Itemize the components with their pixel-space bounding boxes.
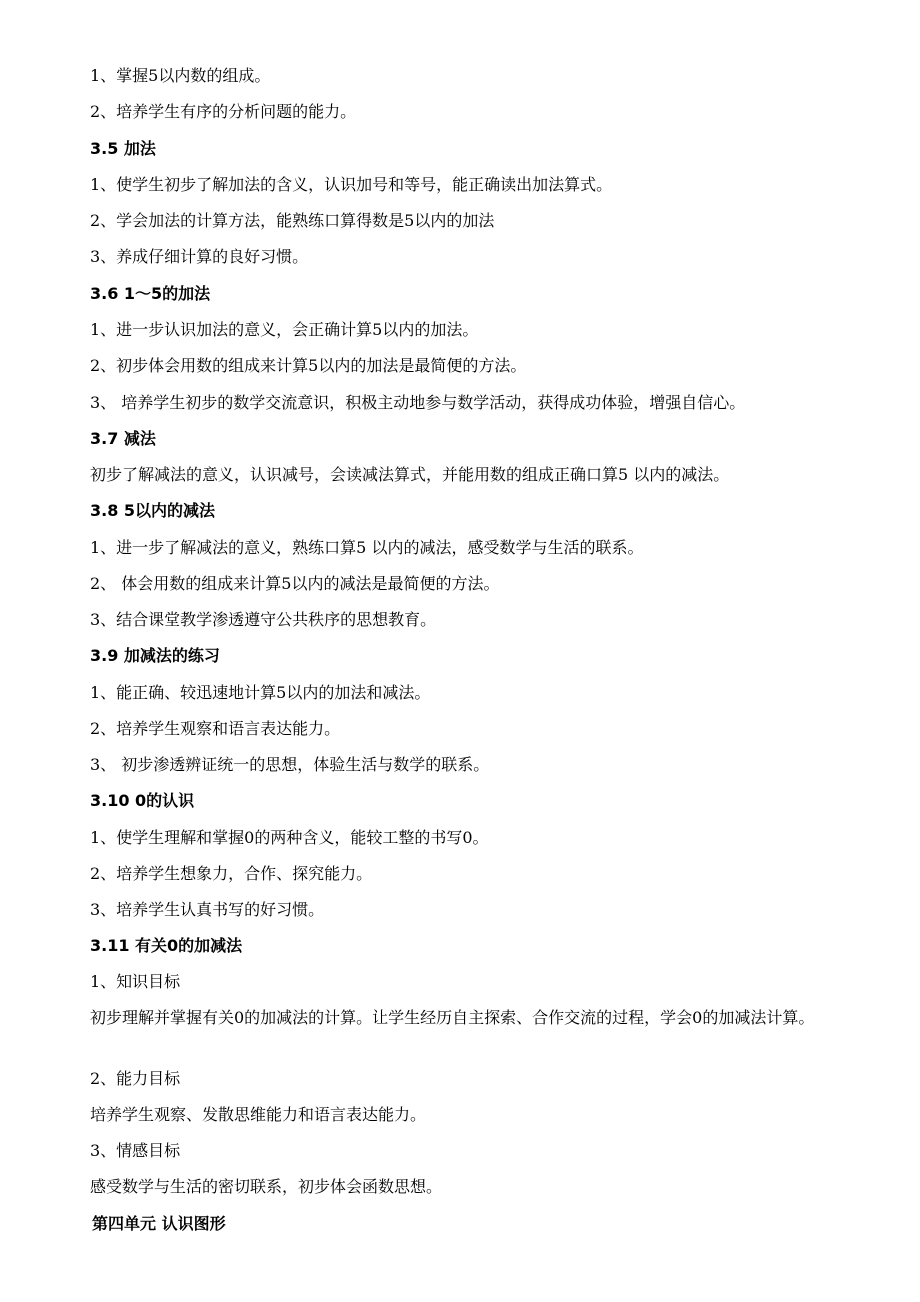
text-line: 2、培养学生有序的分析问题的能力。 [90, 102, 357, 121]
section-heading: 3.10 0的认识 [90, 791, 195, 810]
section-heading: 3.9 加减法的练习 [90, 646, 220, 665]
text-line: 1、进一步认识加法的意义，会正确计算5以内的加法。 [90, 320, 479, 339]
text-line: 1、使学生理解和掌握0的两种含义，能较工整的书写0。 [90, 828, 489, 847]
text-line: 2、学会加法的计算方法，能熟练口算得数是5以内的加法 [90, 211, 495, 230]
unit-heading: 第四单元 认识图形 [92, 1214, 226, 1233]
text-line: 2、能力目标 [90, 1069, 181, 1088]
text-line: 3、 培养学生初步的数学交流意识，积极主动地参与数学活动，获得成功体验，增强自信心。 [90, 393, 746, 412]
text-line: 3、培养学生认真书写的好习惯。 [90, 900, 325, 919]
text-line: 感受数学与生活的密切联系，初步体会函数思想。 [90, 1177, 443, 1196]
text-line: 3、养成仔细计算的良好习惯。 [90, 247, 309, 266]
text-line: 3、情感目标 [90, 1141, 181, 1160]
text-paragraph: 初步理解并掌握有关0的加减法的计算。让学生经历自主探索、合作交流的过程，学会0的加减法计算。 [90, 1008, 815, 1027]
section-heading: 3.7 减法 [90, 429, 156, 448]
text-line: 3、 初步渗透辨证统一的思想，体验生活与数学的联系。 [90, 755, 490, 774]
section-heading: 3.5 加法 [90, 139, 156, 158]
text-line: 2、培养学生观察和语言表达能力。 [90, 719, 341, 738]
text-line: 1、使学生初步了解加法的含义，认识加号和等号，能正确读出加法算式。 [90, 175, 613, 194]
text-line: 2、培养学生想象力，合作、探究能力。 [90, 864, 373, 883]
text-line: 2、初步体会用数的组成来计算5以内的加法是最简便的方法。 [90, 356, 527, 375]
text-line: 2、 体会用数的组成来计算5以内的减法是最简便的方法。 [90, 574, 500, 593]
text-line: 1、能正确、较迅速地计算5以内的加法和减法。 [90, 683, 431, 702]
text-line: 1、掌握5以内数的组成。 [90, 66, 271, 85]
section-heading: 3.8 5以内的减法 [90, 501, 216, 520]
text-line: 初步了解减法的意义，认识减号，会读减法算式，并能用数的组成正确口算5 以内的减法。 [90, 465, 730, 484]
text-line: 培养学生观察、发散思维能力和语言表达能力。 [90, 1105, 427, 1124]
text-line: 1、进一步了解减法的意义，熟练口算5 以内的减法，感受数学与生活的联系。 [90, 538, 644, 557]
text-line: 1、知识目标 [90, 972, 181, 991]
section-heading: 3.11 有关0的加减法 [90, 936, 243, 955]
text-line: 3、结合课堂教学渗透遵守公共秩序的思想教育。 [90, 610, 437, 629]
section-heading: 3.6 1～5的加法 [90, 284, 211, 303]
